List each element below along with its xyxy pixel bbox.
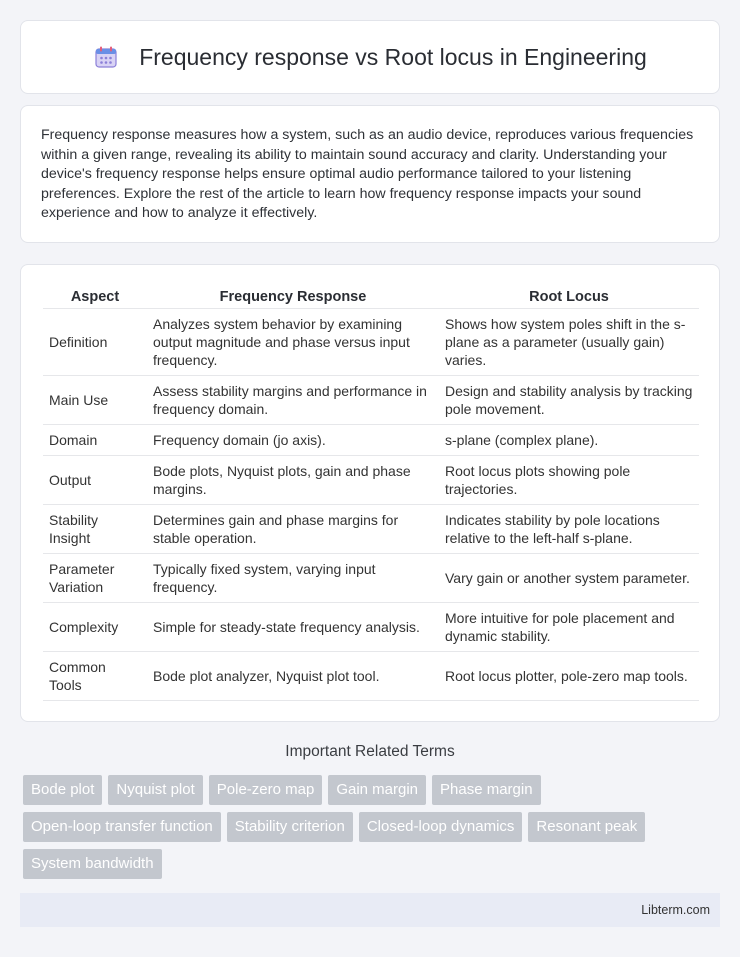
table-cell-aspect: Definition (43, 309, 147, 376)
term-tag[interactable]: Resonant peak (528, 812, 645, 842)
intro-text: Frequency response measures how a system, such as an audio device, reproduces various frequencies within a given range, revealing its ability to maintain sound accuracy and clarity. Understanding your device's frequency response helps ensure optimal audio performance tailored to your listening preferences. Explore the rest of the article to learn how frequency response impacts your sound experience and how to analyze it effectively. (41, 127, 694, 222)
table-cell-aspect: Domain (43, 425, 147, 456)
table-cell-frequency-response: Bode plot analyzer, Nyquist plot tool. (147, 652, 439, 701)
header-frequency-response: Frequency Response (147, 285, 439, 309)
table-row (43, 309, 699, 376)
footer-site-link[interactable]: Libterm.com (641, 903, 710, 917)
table-cell-root-locus: Shows how system poles shift in the s-plane as a parameter (usually gain) varies. (439, 309, 699, 376)
table-cell-frequency-response: Typically fixed system, varying input frequency. (147, 554, 439, 603)
table-cell-root-locus: Root locus plotter, pole-zero map tools. (439, 652, 699, 701)
table-row (43, 376, 699, 425)
table-cell-aspect: Parameter Variation (43, 554, 147, 603)
calendar-icon (93, 44, 119, 70)
term-tag[interactable]: Closed-loop dynamics (359, 812, 523, 842)
term-tag[interactable]: Pole-zero map (209, 775, 323, 805)
table-cell-aspect: Common Tools (43, 652, 147, 701)
term-tag[interactable]: Nyquist plot (108, 775, 202, 805)
header-root-locus: Root Locus (439, 285, 699, 309)
table-cell-frequency-response: Assess stability margins and performance in frequency domain. (147, 376, 439, 425)
page-title: Frequency response vs Root locus in Engineering (139, 43, 647, 70)
table-row (43, 652, 699, 701)
table-cell-frequency-response: Frequency domain (jo axis). (147, 425, 439, 456)
table-cell-root-locus: More intuitive for pole placement and dynamic stability. (439, 603, 699, 652)
table-cell-frequency-response: Analyzes system behavior by examining output magnitude and phase versus input frequency. (147, 309, 439, 376)
table-row (43, 554, 699, 603)
term-tag[interactable]: Gain margin (328, 775, 426, 805)
table-cell-frequency-response: Simple for steady-state frequency analysis. (147, 603, 439, 652)
table-cell-frequency-response: Bode plots, Nyquist plots, gain and phase margins. (147, 456, 439, 505)
term-tag[interactable]: Open-loop transfer function (23, 812, 221, 842)
term-tag[interactable]: Stability criterion (227, 812, 353, 842)
table-cell-root-locus: Indicates stability by pole locations relative to the left-half s-plane. (439, 505, 699, 554)
table-cell-root-locus: Design and stability analysis by tracking pole movement. (439, 376, 699, 425)
table-cell-aspect: Complexity (43, 603, 147, 652)
title-card (20, 20, 720, 94)
table-row (43, 456, 699, 505)
footer (20, 893, 720, 927)
table-row (43, 603, 699, 652)
term-tag[interactable]: System bandwidth (23, 849, 162, 879)
comparison-table (43, 285, 699, 701)
table-cell-root-locus: Root locus plots showing pole trajectories. (439, 456, 699, 505)
comparison-table-card (20, 264, 720, 722)
table-header-row (43, 285, 699, 309)
intro-card (20, 105, 720, 243)
header-aspect: Aspect (43, 285, 147, 309)
table-cell-aspect: Main Use (43, 376, 147, 425)
table-cell-aspect: Stability Insight (43, 505, 147, 554)
table-cell-root-locus: Vary gain or another system parameter. (439, 554, 699, 603)
table-row (43, 425, 699, 456)
term-tag[interactable]: Bode plot (23, 775, 102, 805)
table-cell-root-locus: s-plane (complex plane). (439, 425, 699, 456)
table-row (43, 505, 699, 554)
table-cell-frequency-response: Determines gain and phase margins for stable operation. (147, 505, 439, 554)
related-terms-heading: Important Related Terms (285, 743, 455, 760)
table-cell-aspect: Output (43, 456, 147, 505)
related-terms-list (23, 775, 703, 879)
term-tag[interactable]: Phase margin (432, 775, 541, 805)
